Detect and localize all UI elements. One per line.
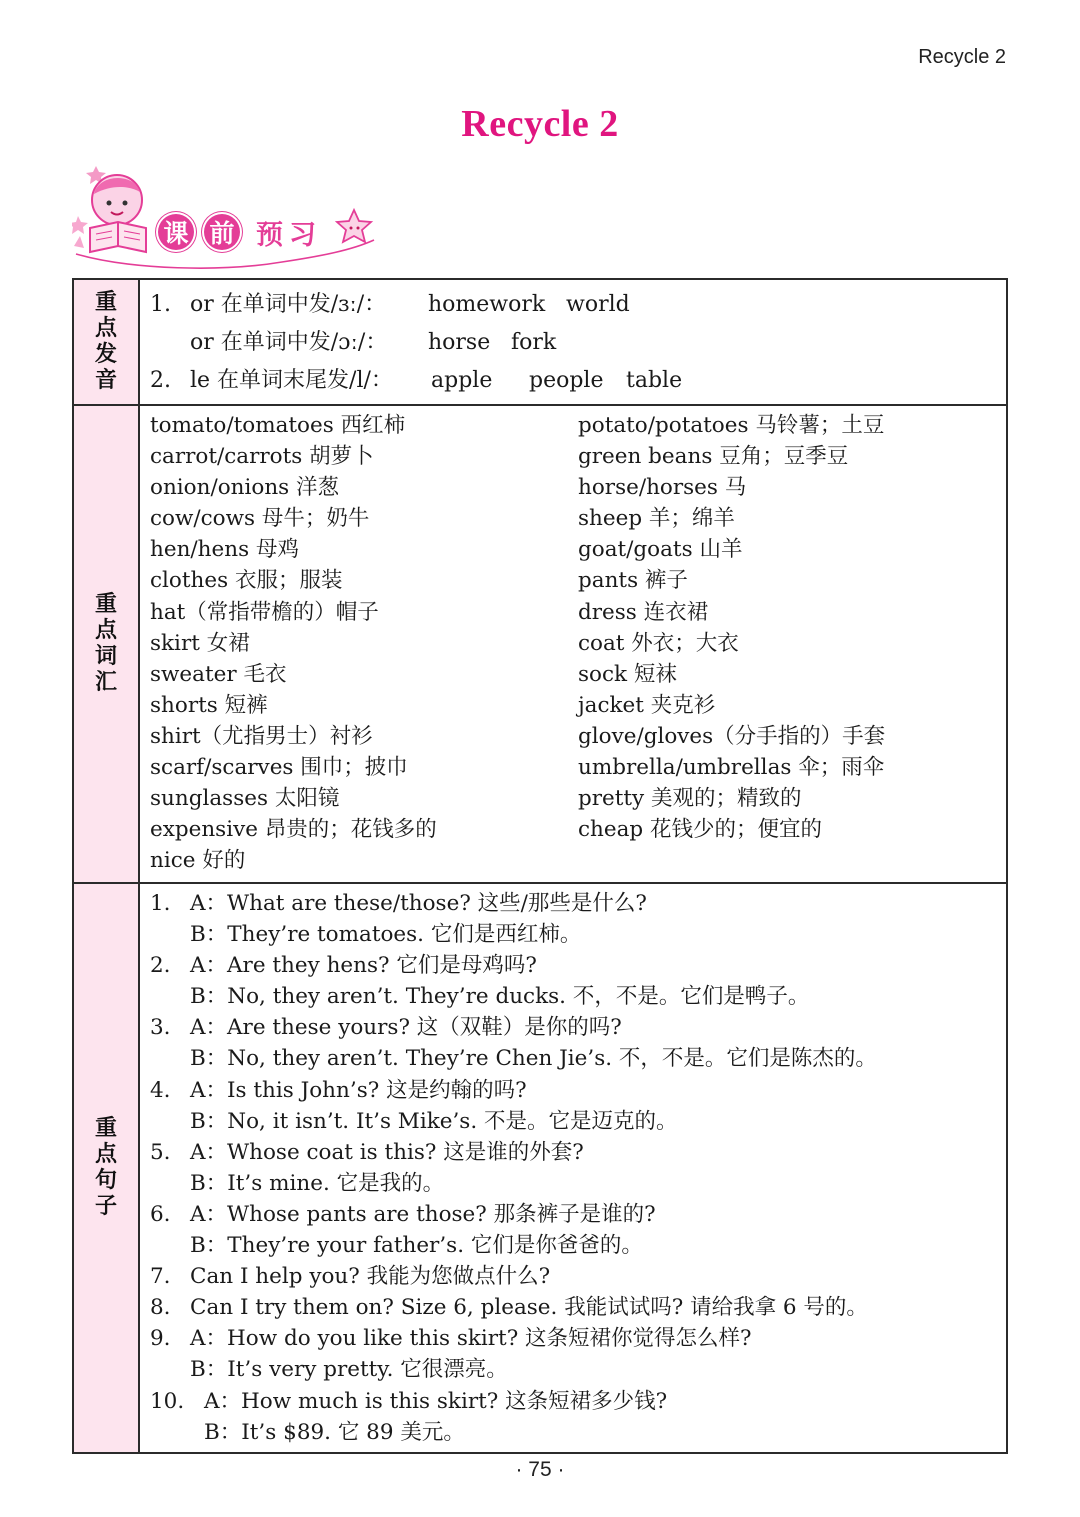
pronunciation-label: 重点发音	[94, 290, 117, 393]
preview-label	[156, 212, 322, 252]
page-title: Recycle 2	[461, 103, 619, 145]
vocabulary-content	[139, 405, 1007, 883]
vocab-item: pants 裤子	[578, 568, 688, 594]
star-icon	[337, 210, 371, 242]
line-number: 1.	[150, 292, 171, 317]
preview-label-rest: 预习	[256, 219, 322, 251]
example-word: homework	[428, 292, 546, 317]
example-word: apple	[431, 368, 493, 393]
sentence-text: A：Whose coat is this? 这是谁的外套?	[190, 1139, 584, 1165]
preview-badge: 课	[156, 212, 196, 252]
line-number: 6.	[150, 1201, 171, 1227]
sentence-text: A：Are these yours? 这（双鞋）是你的吗?	[190, 1015, 622, 1041]
vocab-item: pretty 美观的；精致的	[578, 786, 802, 812]
pronunciation-rule: or 在单词中发/ɜː/：	[190, 292, 387, 317]
line-number: 4.	[150, 1077, 171, 1103]
vocab-item: clothes 衣服；服装	[150, 568, 343, 594]
sentence-line	[150, 1137, 1006, 1168]
vocab-item: dress 连衣裙	[578, 599, 709, 625]
example-word: world	[566, 292, 630, 317]
vocabulary-column-right	[578, 410, 1006, 876]
sentence-line	[150, 1417, 1006, 1448]
vocab-item: sock 短袜	[578, 661, 677, 687]
sentence-text: B：It’s mine. 它是我的。	[190, 1170, 445, 1196]
example-word: horse	[428, 330, 491, 355]
example-word: fork	[511, 330, 557, 355]
line-number: 2.	[150, 953, 171, 979]
sentence-line	[150, 1230, 1006, 1261]
line-number: 3.	[150, 1015, 171, 1041]
vocab-item: nice 好的	[150, 848, 246, 874]
sentence-line	[150, 1043, 1006, 1074]
vocab-item: scarf/scarves 围巾；披巾	[150, 755, 408, 781]
line-number: 9.	[150, 1326, 171, 1352]
sentence-line	[150, 1168, 1006, 1199]
pronunciation-content	[139, 279, 1007, 405]
sentences-label: 重点句子	[94, 1116, 117, 1219]
sentences-label-cell	[73, 883, 139, 1453]
sentence-text: A：How much is this skirt? 这条短裙多少钱?	[204, 1388, 668, 1414]
line-number: 10.	[150, 1388, 185, 1414]
pronunciation-line	[150, 286, 1006, 324]
sentences-content	[139, 883, 1007, 1453]
vocab-item: cheap 花钱少的；便宜的	[578, 817, 823, 843]
sentence-text: B：It’s very pretty. 它很漂亮。	[190, 1357, 508, 1383]
sentence-text: B：They’re tomatoes. 它们是西红柿。	[190, 922, 582, 948]
preview-badge: 前	[202, 212, 242, 252]
vocab-item: skirt 女裙	[150, 630, 250, 656]
example-word: table	[626, 368, 683, 393]
line-number: 2.	[150, 368, 171, 393]
sentence-line	[150, 950, 1006, 981]
pronunciation-rule: or 在单词中发/ɔː/：	[190, 330, 388, 355]
sentence-text: A：Whose pants are those? 那条裤子是谁的?	[190, 1201, 656, 1227]
sentence-text: A：What are these/those? 这些/那些是什么?	[190, 891, 647, 916]
sentence-line	[150, 1199, 1006, 1230]
sentence-text: B：It’s $89. 它 89 美元。	[204, 1419, 465, 1445]
sentence-line	[150, 1106, 1006, 1137]
sentence-line	[150, 981, 1006, 1012]
vocab-item: coat 外衣；大衣	[578, 630, 739, 656]
vocab-item: shirt（尤指男士）衬衫	[150, 723, 373, 749]
sentence-line	[150, 1386, 1006, 1417]
sentence-text: A：How do you like this skirt? 这条短裙你觉得怎么样?	[190, 1326, 752, 1352]
sentence-line	[150, 1292, 1006, 1323]
sentences-row	[73, 883, 1007, 1453]
sentence-line	[150, 1012, 1006, 1043]
vocabulary-column-left	[150, 410, 578, 876]
running-head: Recycle 2	[918, 46, 1006, 68]
vocab-item: glove/gloves（分手指的）手套	[578, 723, 886, 749]
line-number: 8.	[150, 1295, 171, 1321]
sentence-line	[150, 1323, 1006, 1354]
vocab-item: umbrella/umbrellas 伞；雨伞	[578, 755, 885, 781]
vocab-item: goat/goats 山羊	[578, 537, 743, 563]
vocabulary-row	[73, 405, 1007, 883]
vocab-item: sweater 毛衣	[150, 661, 287, 687]
sentence-text: B：No, they aren’t. They’re ducks. 不，不是。它们是鸭子。	[190, 984, 810, 1010]
vocab-item: hat（常指带檐的）帽子	[150, 599, 379, 625]
line-number: 5.	[150, 1139, 171, 1165]
pronunciation-row	[73, 279, 1007, 405]
vocab-item: cow/cows 母牛；奶牛	[150, 506, 370, 532]
sentence-text: Can I try them on? Size 6, please. 我能试试吗? 请给我拿 6 号的。	[190, 1295, 868, 1321]
vocabulary-label-cell	[73, 405, 139, 883]
sentence-line	[150, 1075, 1006, 1106]
vocab-item: potato/potatoes 马铃薯；土豆	[578, 413, 885, 438]
vocab-item: hen/hens 母鸡	[150, 537, 299, 563]
vocab-item: expensive 昂贵的；花钱多的	[150, 817, 437, 843]
vocab-item: jacket 夹克衫	[578, 692, 716, 718]
vocab-item: green beans 豆角；豆季豆	[578, 444, 849, 470]
sentence-text: A：Are they hens? 它们是母鸡吗?	[190, 953, 537, 979]
vocab-item: sheep 羊；绵羊	[578, 506, 735, 532]
sentence-text: B：No, they aren’t. They’re Chen Jie’s. 不，不是。它们是陈杰的。	[190, 1046, 877, 1072]
pronunciation-line	[150, 362, 1006, 400]
sentence-text: B：No, it isn’t. It’s Mike’s. 不是。它是迈克的。	[190, 1108, 678, 1134]
example-word: people	[529, 368, 604, 393]
sentence-text: Can I help you? 我能为您做点什么?	[190, 1264, 551, 1290]
vocab-item: onion/onions 洋葱	[150, 475, 340, 501]
line-number: 1.	[150, 891, 171, 916]
sentence-line	[150, 888, 1006, 919]
review-table	[72, 278, 1008, 1454]
sentence-line	[150, 1354, 1006, 1385]
sentence-text: B：They’re your father’s. 它们是你爸爸的。	[190, 1233, 643, 1259]
vocab-item: sunglasses 太阳镜	[150, 786, 340, 812]
vocabulary-label: 重点词汇	[94, 592, 117, 695]
vocab-item: shorts 短裤	[150, 692, 268, 718]
pronunciation-label-cell	[73, 279, 139, 405]
sentence-line	[150, 1261, 1006, 1292]
pronunciation-line	[150, 324, 1006, 362]
vocab-item: carrot/carrots 胡萝卜	[150, 444, 374, 470]
page-number: · 75 ·	[515, 1458, 565, 1481]
pronunciation-rule: le 在单词末尾发/l/：	[190, 368, 393, 393]
sentence-text: A：Is this John’s? 这是约翰的吗?	[190, 1077, 527, 1103]
vocab-item: tomato/tomatoes 西红柿	[150, 413, 406, 438]
vocabulary-list	[150, 410, 1006, 876]
sentence-line	[150, 919, 1006, 950]
vocab-item: horse/horses 马	[578, 475, 747, 501]
line-number: 7.	[150, 1264, 171, 1290]
